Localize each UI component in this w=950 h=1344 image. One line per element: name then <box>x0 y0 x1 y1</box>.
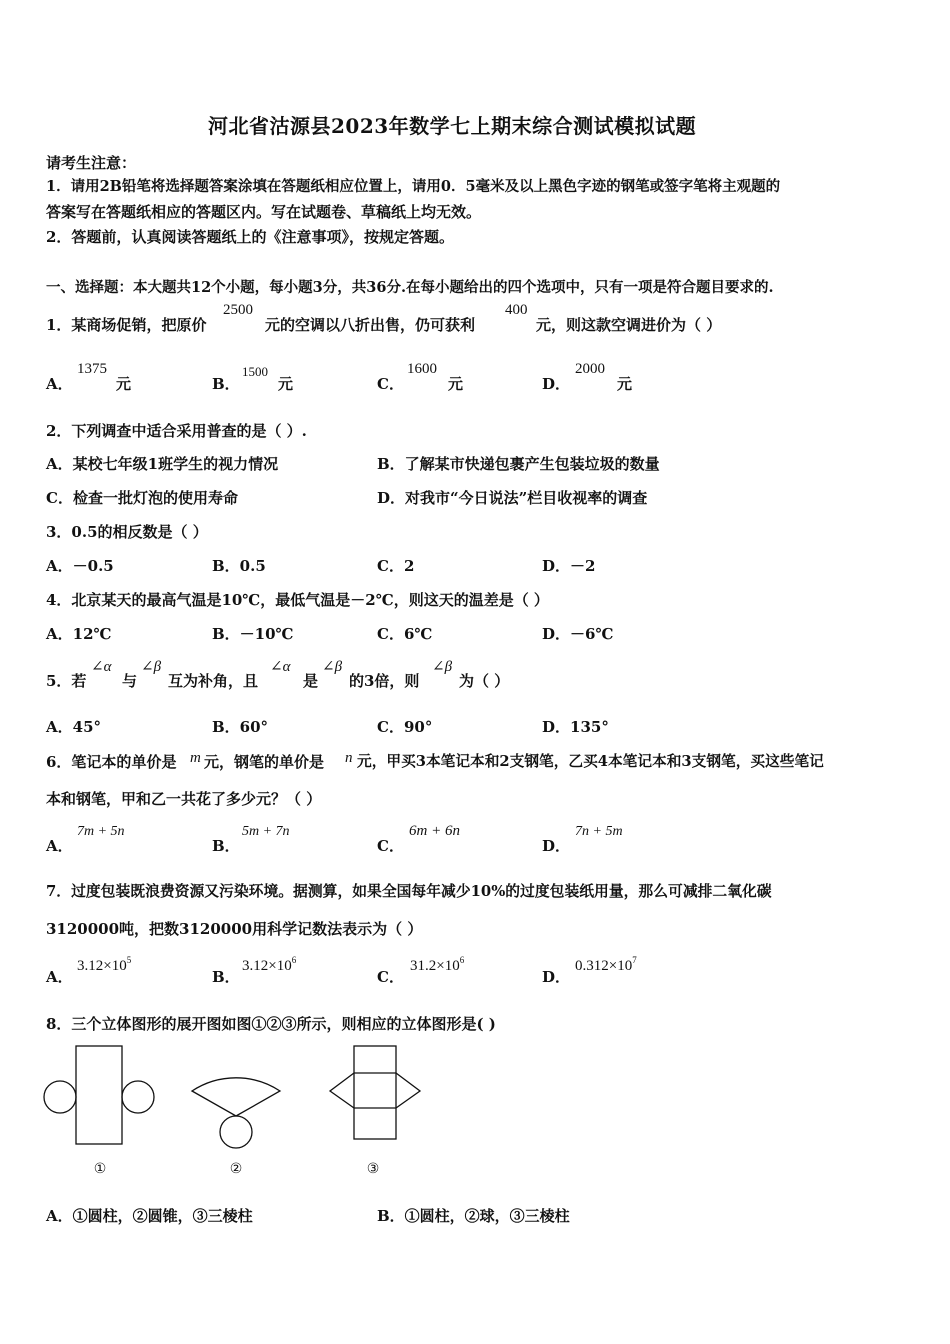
q5-angle-beta-1: ∠β <box>141 659 162 675</box>
q7-option-c-exp: 6 <box>459 955 465 965</box>
q8-option-a: A．①圆柱，②圆锥，③三棱柱 <box>46 1207 253 1225</box>
q6-part2: 元，钢笔的单价是 <box>204 753 325 771</box>
notice-line2: 答案写在答题纸相应的答题区内。写在试题卷、草稿纸上均无效。 <box>46 203 482 221</box>
q1-stem-part3: 元，则这款空调进价为（ ） <box>536 316 722 334</box>
q1-stem-part2: 元的空调以八折出售，仍可获利 <box>265 316 476 334</box>
q1-option-c-label: C． <box>377 375 404 393</box>
notice-heading: 请考生注意： <box>46 154 137 172</box>
q7-option-b-base: 3.12×10 <box>242 958 292 974</box>
fig-label-2: ② <box>229 1161 243 1177</box>
q1-option-d-value: 2000 <box>575 361 605 377</box>
q5-part1: 5．若 <box>46 672 87 690</box>
q6-option-d-expr: 7n + 5m <box>575 824 623 839</box>
q1-stem-part1: 1．某商场促销，把原价 <box>46 316 207 334</box>
q1-option-d-label: D． <box>542 375 571 393</box>
q7-option-d-exp: 7 <box>632 955 637 965</box>
notice-line1: 1．请用2B铅笔将选择题答案涂填在答题纸相应位置上，请用0．5毫米及以上黑色字迹的钢笔或签字笔将主观题的 <box>46 178 781 195</box>
q1-option-b-label: B． <box>212 375 240 393</box>
net-triangular-prism <box>330 1046 420 1139</box>
q5-part3: 互为补角，且 <box>168 672 259 690</box>
q6-option-b-label: B． <box>212 837 240 855</box>
q5-option-a: A．45° <box>46 718 102 736</box>
q7-line2: 3120000吨，把数3120000用科学记数法表示为（ ） <box>46 920 423 938</box>
q7-option-a-exp: 5 <box>126 955 132 965</box>
q5-angle-beta-3: ∠β <box>432 659 453 675</box>
q1-option-c-value: 1600 <box>407 361 437 377</box>
q7-option-a-label: A． <box>46 968 73 986</box>
q5-option-d: D．135° <box>542 718 609 736</box>
q2-option-a: A．某校七年级1班学生的视力情况 <box>46 455 279 473</box>
q1-value-price: 2500 <box>223 302 253 318</box>
q7-option-b-label: B． <box>212 968 240 986</box>
q7-option-d-expr <box>575 956 637 974</box>
q2-stem: 2．下列调查中适合采用普查的是（ ）. <box>46 422 307 440</box>
q1-value-profit: 400 <box>505 302 528 318</box>
fig-label-3: ③ <box>366 1161 380 1177</box>
q3-option-c: C．2 <box>377 557 415 575</box>
q3-option-b: B．0.5 <box>212 557 266 575</box>
q1-option-b-unit: 元 <box>278 375 294 393</box>
q7-line1: 7．过度包装既浪费资源又污染环境。据测算，如果全国每年减少10%的过度包装纸用量，那么可减排二氧化碳 <box>46 883 772 900</box>
q5-option-b: B．60° <box>212 718 269 736</box>
q5-part4: 是 <box>303 672 319 690</box>
q2-option-d: D．对我市“今日说法”栏目收视率的调查 <box>377 489 648 507</box>
q7-option-a-expr <box>77 956 131 974</box>
notice-line3: 2．答题前，认真阅读答题纸上的《注意事项》，按规定答题。 <box>46 228 454 246</box>
q1-option-c-unit: 元 <box>448 375 464 393</box>
q4-stem: 4．北京某天的最高气温是10℃，最低气温是－2℃，则这天的温差是（ ） <box>46 591 549 609</box>
q1-option-a-unit: 元 <box>116 375 132 393</box>
q5-angle-alpha-1: ∠α <box>91 659 112 675</box>
q4-option-b: B．－10℃ <box>212 625 294 643</box>
q7-option-a-base: 3.12×10 <box>77 958 127 974</box>
net-cylinder <box>44 1046 154 1144</box>
q5-part5: 的3倍，则 <box>349 672 420 690</box>
q7-option-c-expr <box>410 956 464 974</box>
q6-option-c-expr: 6m + 6n <box>409 823 460 839</box>
q7-option-b-exp: 6 <box>291 955 297 965</box>
q6-var-m: m <box>190 750 201 766</box>
q5-part2: 与 <box>122 672 138 690</box>
q3-option-a: A．－0.5 <box>46 557 114 575</box>
q1-option-d-unit: 元 <box>617 375 633 393</box>
q1-option-a-label: A． <box>46 375 73 393</box>
section-heading: 一、选择题：本大题共12个小题，每小题3分，共36分.在每小题给出的四个选项中，只有一项是符合题目要求的. <box>46 279 774 296</box>
q7-option-c-base: 31.2×10 <box>410 958 460 974</box>
q2-option-b: B．了解某市快递包裹产生包装垃圾的数量 <box>377 455 660 473</box>
q5-option-c: C．90° <box>377 718 433 736</box>
q6-option-a-expr: 7m + 5n <box>77 824 125 839</box>
q6-var-n: n <box>345 750 353 766</box>
q2-option-c: C．检查一批灯泡的使用寿命 <box>46 489 238 507</box>
q6-option-b-expr: 5m + 7n <box>242 824 290 839</box>
q1-option-b-value: 1500 <box>242 364 268 379</box>
q6-option-c-label: C． <box>377 837 404 855</box>
fig-label-1: ① <box>93 1161 107 1177</box>
q8-stem: 8．三个立体图形的展开图如图①②③所示，则相应的立体图形是( ) <box>46 1015 496 1033</box>
q4-option-c: C．6℃ <box>377 625 433 643</box>
q3-option-d: D．－2 <box>542 557 596 575</box>
q7-option-b-expr <box>242 956 296 974</box>
q1-option-a-value: 1375 <box>77 361 107 377</box>
q8-option-b: B．①圆柱，②球，③三棱柱 <box>377 1207 570 1225</box>
q7-option-d-base: 0.312×10 <box>575 958 633 974</box>
q3-stem: 3．0.5的相反数是（ ） <box>46 523 208 541</box>
q6-part3: 元，甲买3本笔记本和2支钢笔，乙买4本笔记本和3支钢笔，买这些笔记 <box>357 753 824 770</box>
q4-option-a: A．12℃ <box>46 625 112 643</box>
q6-option-a-label: A． <box>46 837 73 855</box>
page-title: 河北省沽源县2023年数学七上期末综合测试模拟试题 <box>208 114 697 138</box>
q6-part1: 6．笔记本的单价是 <box>46 753 177 771</box>
q4-option-d: D．－6℃ <box>542 625 614 643</box>
q8-nets-figure <box>42 1040 432 1185</box>
q6-option-d-label: D． <box>542 837 571 855</box>
q7-option-d-label: D． <box>542 968 571 986</box>
net-cone <box>192 1078 280 1148</box>
q6-line2: 本和钢笔，甲和乙一共花了多少元？（ ） <box>46 790 322 808</box>
q5-part6: 为（ ） <box>459 672 510 690</box>
q7-option-c-label: C． <box>377 968 404 986</box>
q5-angle-alpha-2: ∠α <box>270 659 291 675</box>
q5-angle-beta-2: ∠β <box>322 659 343 675</box>
